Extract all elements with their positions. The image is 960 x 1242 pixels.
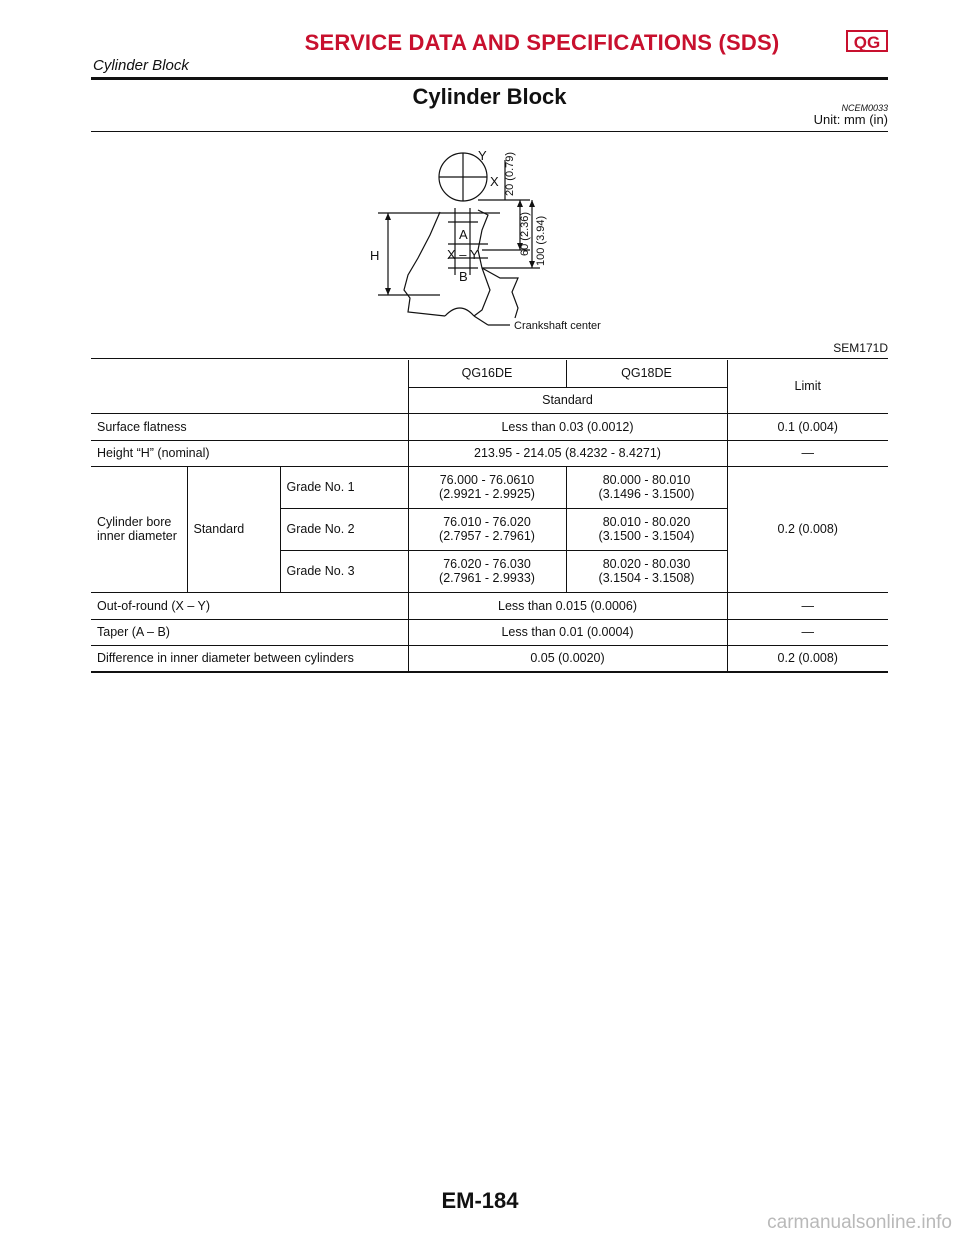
col-limit: Limit: [727, 360, 888, 413]
row-limit: 0.2 (0.008): [727, 466, 888, 592]
grade-qg18de: 80.010 - 80.020 (3.1500 - 3.1504): [566, 508, 727, 550]
col-qg18de: QG18DE: [566, 360, 727, 387]
row-standard: 213.95 - 214.05 (8.4232 - 8.4271): [408, 440, 727, 466]
page-number: EM-184: [441, 1188, 519, 1213]
row-standard: 0.05 (0.0020): [408, 645, 727, 672]
grade-qg16de: 76.010 - 76.020 (2.7957 - 2.7961): [408, 508, 566, 550]
section-code: NCEM0033: [841, 103, 888, 113]
row-limit: —: [727, 619, 888, 645]
row-limit: —: [727, 592, 888, 619]
grade-qg16de: 76.020 - 76.030 (2.7961 - 2.9933): [408, 550, 566, 592]
table-row: [91, 645, 888, 672]
section-rule: [91, 131, 888, 132]
grade-label: Grade No. 1: [280, 466, 408, 508]
row-limit: 0.1 (0.004): [727, 413, 888, 440]
table-row: [91, 619, 888, 645]
header-subtitle: Cylinder Block: [93, 57, 189, 74]
row-label: Surface flatness: [91, 413, 408, 440]
label-y: Y: [478, 148, 487, 163]
grade-label: Grade No. 2: [280, 508, 408, 550]
section-title: Cylinder Block: [412, 84, 567, 109]
table-top-rule: [91, 358, 888, 359]
label-xy: X – Y: [447, 247, 479, 262]
label-100: 100 (3.94): [535, 215, 547, 266]
label-60: 60 (2.36): [519, 211, 531, 256]
table-row: [91, 466, 888, 508]
table-row: [91, 413, 888, 440]
label-crankshaft-center: Crankshaft center: [514, 320, 601, 332]
row-label: Height “H” (nominal): [91, 440, 408, 466]
section-unit: Unit: mm (in): [813, 112, 888, 127]
table-header-blank: [91, 360, 408, 413]
row-standard: Less than 0.015 (0.0006): [408, 592, 727, 619]
label-20: 20 (0.79): [504, 151, 516, 196]
row-label: Difference in inner diameter between cylinders: [91, 645, 408, 672]
row-standard: Less than 0.01 (0.0004): [408, 619, 727, 645]
grade-qg18de: 80.000 - 80.010 (3.1496 - 3.1500): [566, 466, 727, 508]
grade-label: Grade No. 3: [280, 550, 408, 592]
row-standard: Less than 0.03 (0.0012): [408, 413, 727, 440]
row-limit: 0.2 (0.008): [727, 645, 888, 672]
figure-code: SEM171D: [833, 341, 888, 355]
cylinder-block-diagram: [370, 140, 630, 340]
header-rule: [91, 77, 888, 80]
row-label: Out-of-round (X – Y): [91, 592, 408, 619]
header-title: SERVICE DATA AND SPECIFICATIONS (SDS): [304, 30, 780, 55]
watermark: carmanualsonline.info: [767, 1212, 952, 1233]
label-a: A: [459, 227, 468, 242]
spec-table: [91, 360, 888, 673]
row-label: Cylinder bore inner diameter: [91, 466, 187, 592]
table-row: [91, 592, 888, 619]
grade-qg16de: 76.000 - 76.0610 (2.9921 - 2.9925): [408, 466, 566, 508]
label-h: H: [370, 248, 380, 263]
label-b: B: [459, 269, 468, 284]
grade-qg18de: 80.020 - 80.030 (3.1504 - 3.1508): [566, 550, 727, 592]
table-row: [91, 440, 888, 466]
header-badge: QG: [846, 30, 888, 52]
row-limit: —: [727, 440, 888, 466]
row-sublabel: Standard: [187, 466, 280, 592]
col-standard: Standard: [408, 387, 727, 413]
label-x: X: [490, 174, 499, 189]
col-qg16de: QG16DE: [408, 360, 566, 387]
row-label: Taper (A – B): [91, 619, 408, 645]
